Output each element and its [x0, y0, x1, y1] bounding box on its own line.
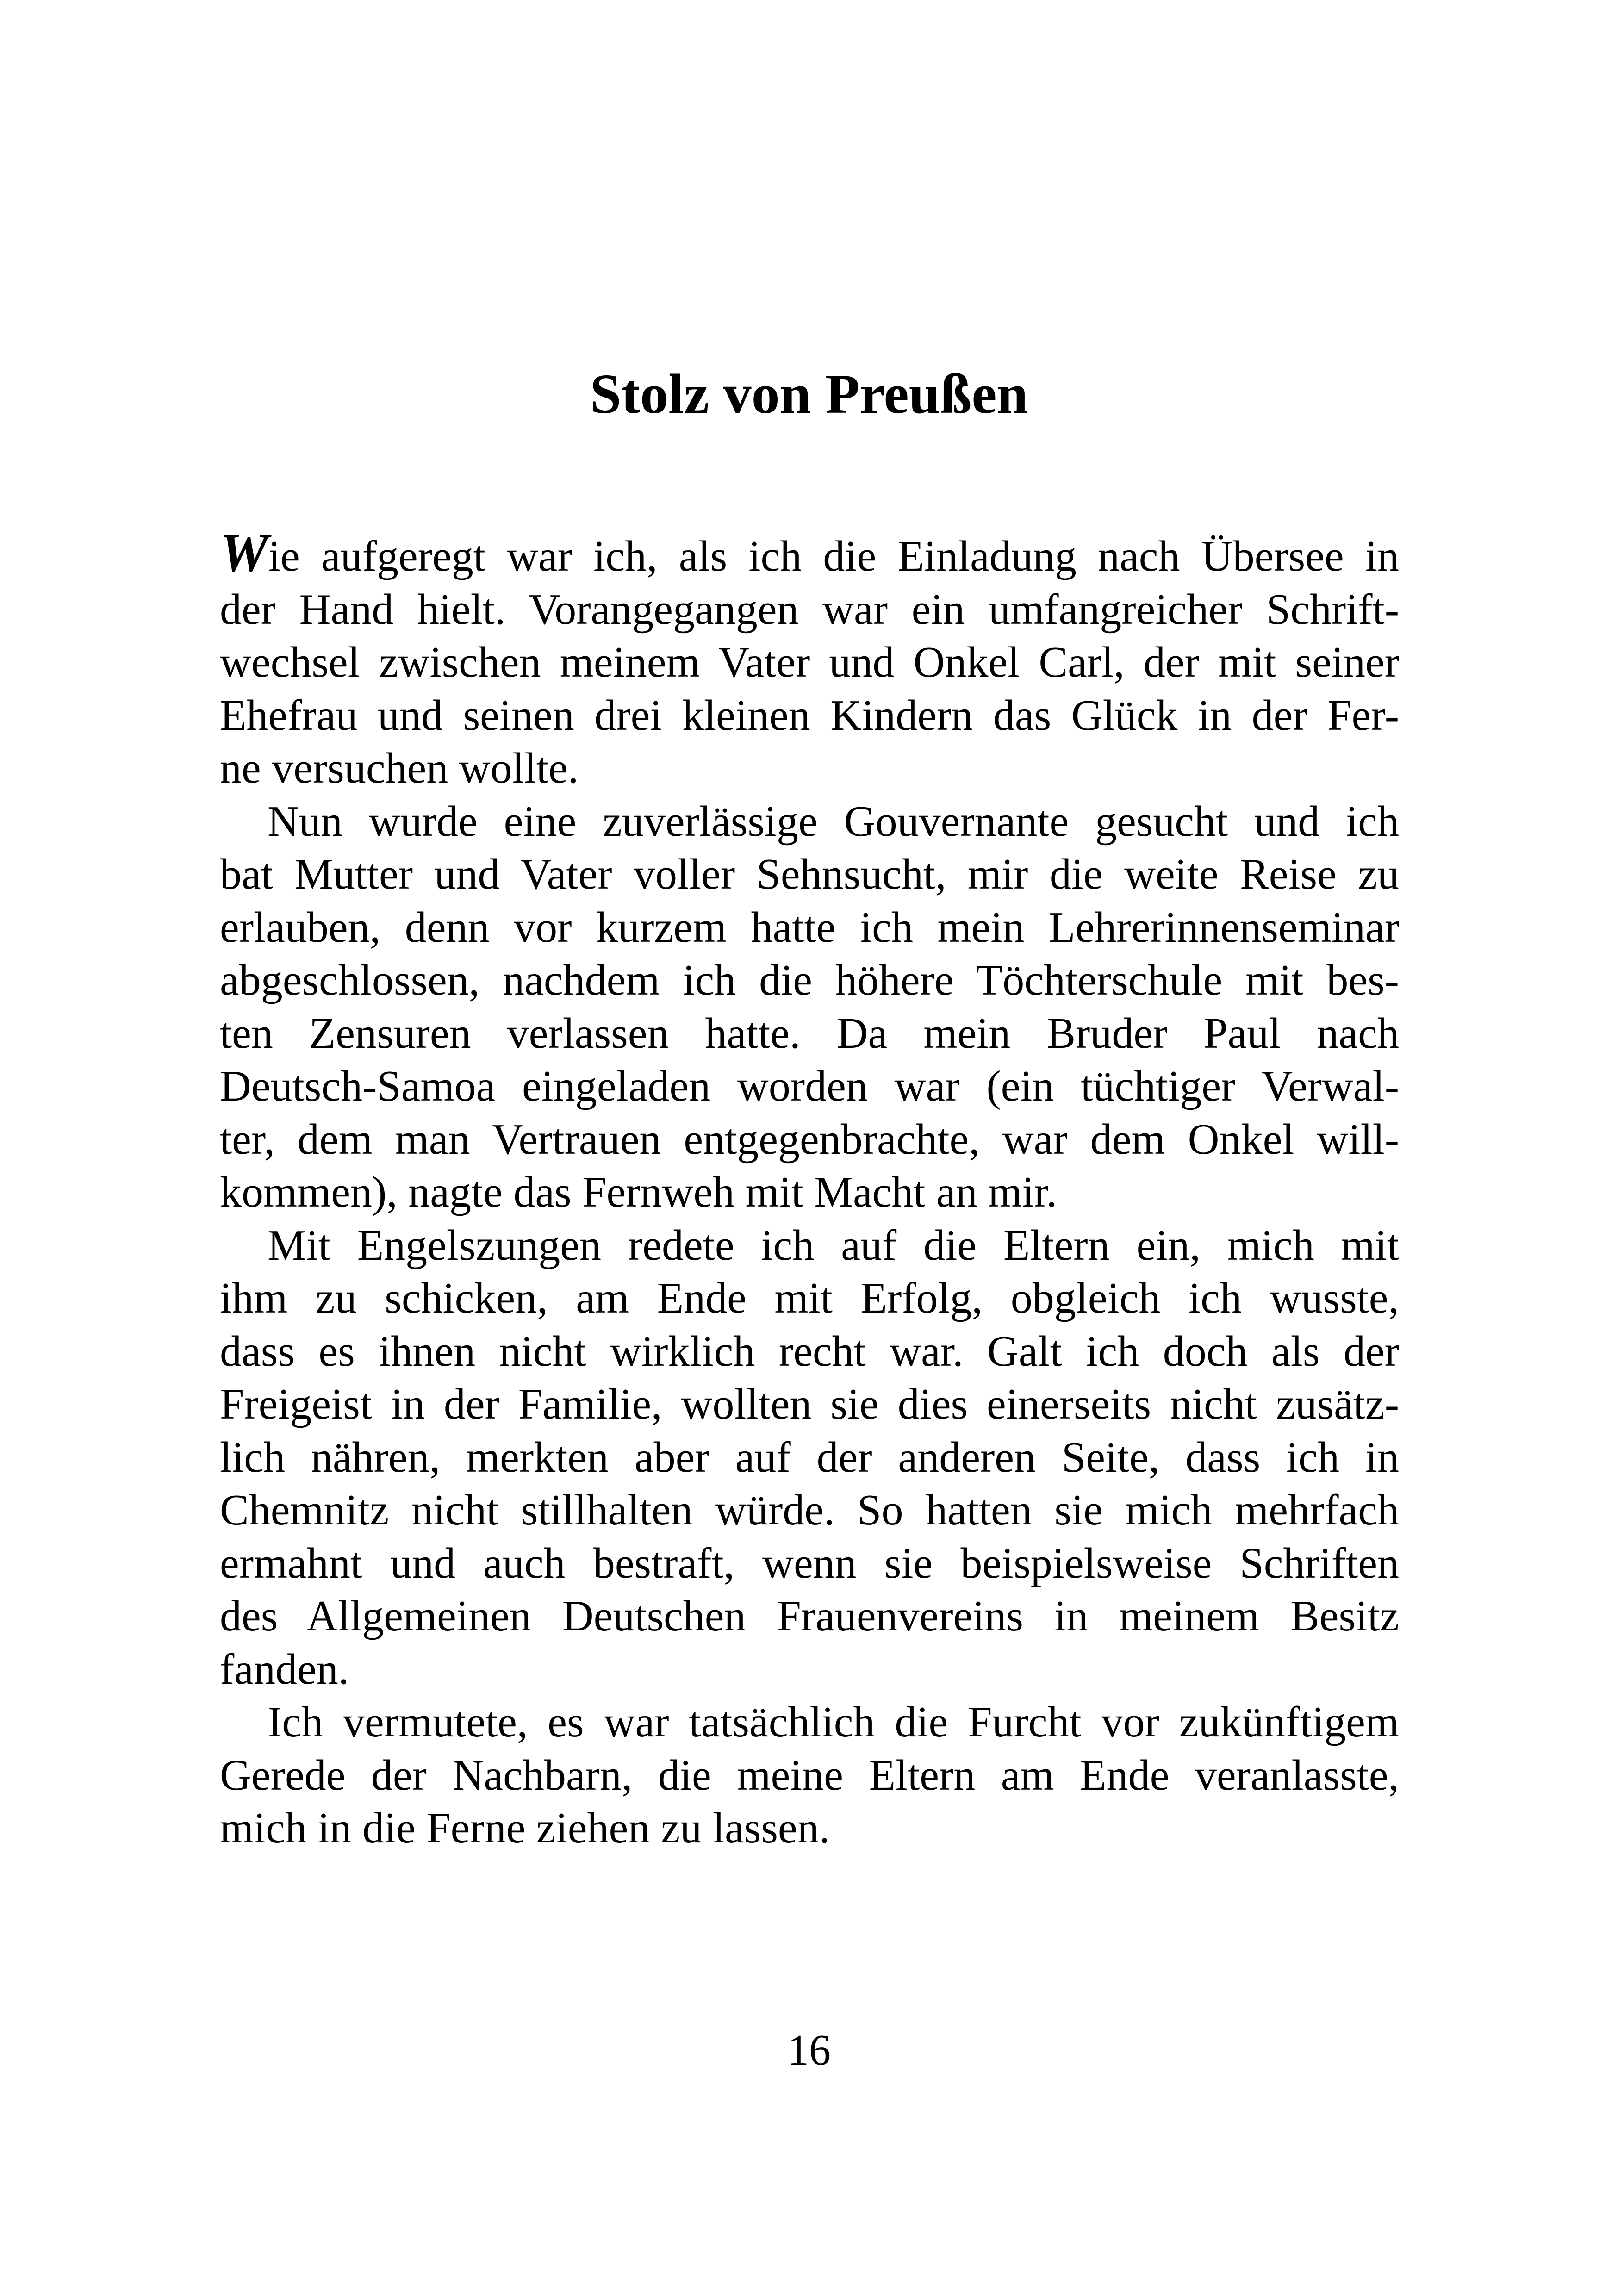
- text-line: Deutsch-Samoa eingeladen worden war (ein tüchtiger Verwal-: [220, 1062, 1399, 1110]
- chapter-title: Stolz von Preußen: [590, 363, 1028, 425]
- text-line: des Allgemeinen Deutschen Frauenvereins in meinem Besitz: [220, 1592, 1399, 1640]
- text-line: Mit Engelszungen redete ich auf die Eltern ein, mich mit: [268, 1221, 1399, 1269]
- text-line: Freigeist in der Familie, wollten sie dies einerseits nicht zusätz-: [220, 1380, 1399, 1428]
- paragraph: [220, 795, 1399, 1219]
- text-line: der Hand hielt. Vorangegangen war ein umfangreicher Schrift-: [220, 585, 1399, 634]
- text-line: ten Zensuren verlassen hatte. Da mein Bruder Paul nach: [220, 1009, 1399, 1058]
- text-line: Nun wurde eine zuverlässige Gouvernante gesucht und ich: [268, 797, 1399, 846]
- text-line: ne versuchen wollte.: [220, 744, 579, 792]
- text-line: Gerede der Nachbarn, die meine Eltern am Ende veranlasste,: [220, 1751, 1399, 1799]
- text-line: Ehefrau und seinen drei kleinen Kindern das Glück in der Fer-: [220, 691, 1399, 740]
- text-line: abgeschlossen, nachdem ich die höhere Töchterschule mit bes-: [220, 956, 1399, 1004]
- text-line: erlauben, denn vor kurzem hatte ich mein Lehrerinnenseminar: [220, 903, 1399, 952]
- text-line: bat Mutter und Vater voller Sehnsucht, mir die weite Reise zu: [220, 850, 1399, 898]
- text-line: ermahnt und auch bestraft, wenn sie beispielsweise Schriften: [220, 1539, 1399, 1587]
- text-line: lich nähren, merkten aber auf der anderen Seite, dass ich in: [220, 1433, 1399, 1481]
- text-line: ter, dem man Vertrauen entgegenbrachte, war dem Onkel will-: [220, 1115, 1399, 1164]
- body-text: [220, 522, 1399, 1855]
- text-line: fanden.: [220, 1645, 349, 1693]
- text-line: Chemnitz nicht stillhalten würde. So hatten sie mich mehrfach: [220, 1486, 1399, 1534]
- text-line: Ich vermutete, es war tatsächlich die Furcht vor zukünftigem: [268, 1698, 1399, 1746]
- text-line: mich in die Ferne ziehen zu lassen.: [220, 1804, 830, 1852]
- paragraph: [220, 1219, 1399, 1696]
- text-line: wechsel zwischen meinem Vater und Onkel Carl, der mit seiner: [220, 638, 1399, 686]
- text-line: ihm zu schicken, am Ende mit Erfolg, obgleich ich wusste,: [220, 1274, 1399, 1322]
- text-line: kommen), nagte das Fernweh mit Macht an mir.: [220, 1168, 1058, 1216]
- text-line: dass es ihnen nicht wirklich recht war. Galt ich doch als der: [220, 1327, 1399, 1375]
- initial-letter: W: [220, 522, 268, 583]
- paragraph: [220, 522, 1399, 795]
- paragraph: [220, 1696, 1399, 1855]
- page-number: 16: [787, 2026, 831, 2074]
- text-line: Wie aufgeregt war ich, als ich die Einladung nach Übersee in: [220, 522, 1399, 583]
